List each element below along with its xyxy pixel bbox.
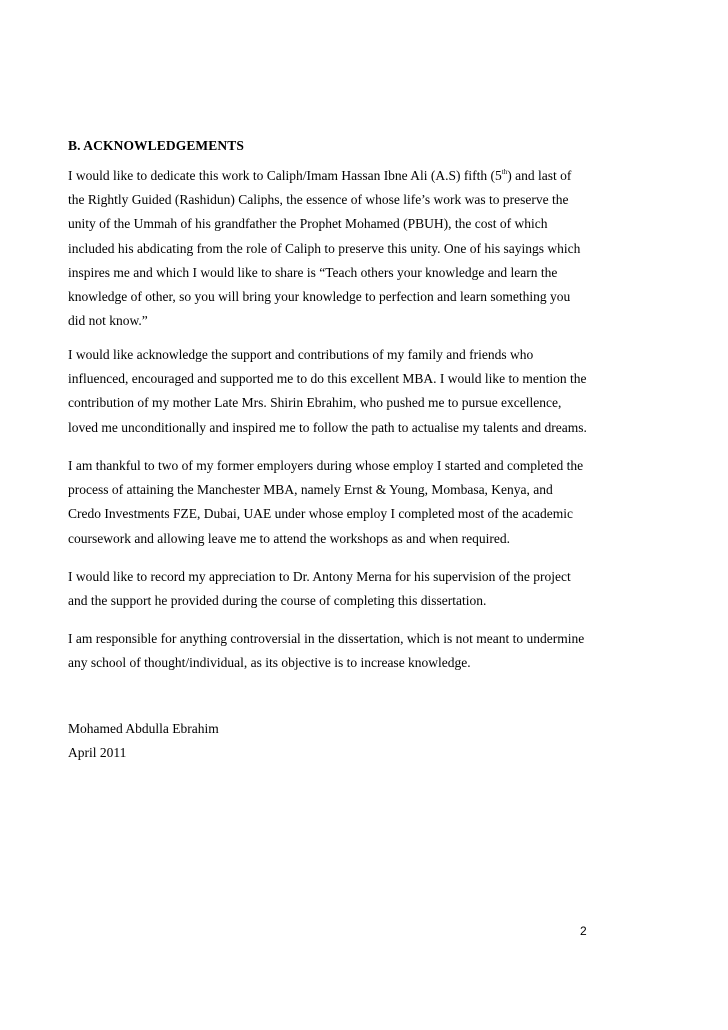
family-paragraph: [68, 343, 587, 440]
signature-date: April 2011: [68, 745, 127, 761]
paragraph-line: I would like to record my appreciation to Dr. Antony Merna for his supervision of the project: [68, 569, 571, 584]
text-run: ) and last of: [507, 168, 572, 183]
paragraph-line: influenced, encouraged and supported me to do this excellent MBA. I would like to mention the: [68, 371, 587, 387]
paragraph-line: and the support he provided during the course of completing this dissertation.: [68, 593, 487, 609]
paragraph-line: inspires me and which I would like to share is “Teach others your knowledge and learn the: [68, 264, 558, 280]
text-run: I would like to dedicate this work to Caliph/Imam Hassan Ibne Ali (A.S) fifth (5: [68, 168, 502, 183]
paragraph-line: contribution of my mother Late Mrs. Shirin Ebrahim, who pushed me to pursue excellence,: [68, 395, 562, 411]
paragraph-line: the Rightly Guided (Rashidun) Caliphs, the essence of whose life’s work was to preserve the: [68, 192, 569, 208]
section-heading: B. ACKNOWLEDGEMENTS: [68, 138, 244, 153]
paragraph-line: any school of thought/individual, as its objective is to increase knowledge.: [68, 655, 471, 671]
paragraph-line: included his abdicating from the role of Caliph to preserve this unity. One of his sayings which: [68, 240, 581, 256]
paragraph-line: process of attaining the Manchester MBA, namely Ernst & Young, Mombasa, Kenya, and: [68, 482, 553, 498]
signature-block: [68, 717, 219, 765]
paragraph-line: did not know.”: [68, 313, 148, 329]
paragraph-line: I would like acknowledge the support and contributions of my family and friends who: [68, 347, 534, 362]
paragraph-line: knowledge of other, so you will bring your knowledge to perfection and learn something you: [68, 288, 571, 304]
paragraph-line: unity of the Ummah of his grandfather the Prophet Mohamed (PBUH), the cost of which: [68, 216, 548, 232]
superscript: th: [501, 168, 508, 176]
author-name: Mohamed Abdulla Ebrahim: [68, 721, 219, 736]
paragraph-line: Credo Investments FZE, Dubai, UAE under whose employ I completed most of the academic: [68, 506, 573, 522]
paragraph-line: coursework and allowing leave me to attend the workshops as and when required.: [68, 530, 510, 546]
supervisor-paragraph: [68, 565, 571, 613]
disclaimer-paragraph: [68, 627, 584, 675]
page-number: 2: [580, 924, 587, 938]
employers-paragraph: [68, 454, 583, 551]
dedication-paragraph: [68, 164, 580, 333]
paragraph-line: loved me unconditionally and inspired me to follow the path to actualise my talents and dreams.: [68, 419, 587, 435]
paragraph-line: I am responsible for anything controversial in the dissertation, which is not meant to undermine: [68, 631, 585, 646]
paragraph-line: I am thankful to two of my former employers during whose employ I started and completed the: [68, 458, 584, 473]
paragraph-line: [68, 164, 580, 188]
